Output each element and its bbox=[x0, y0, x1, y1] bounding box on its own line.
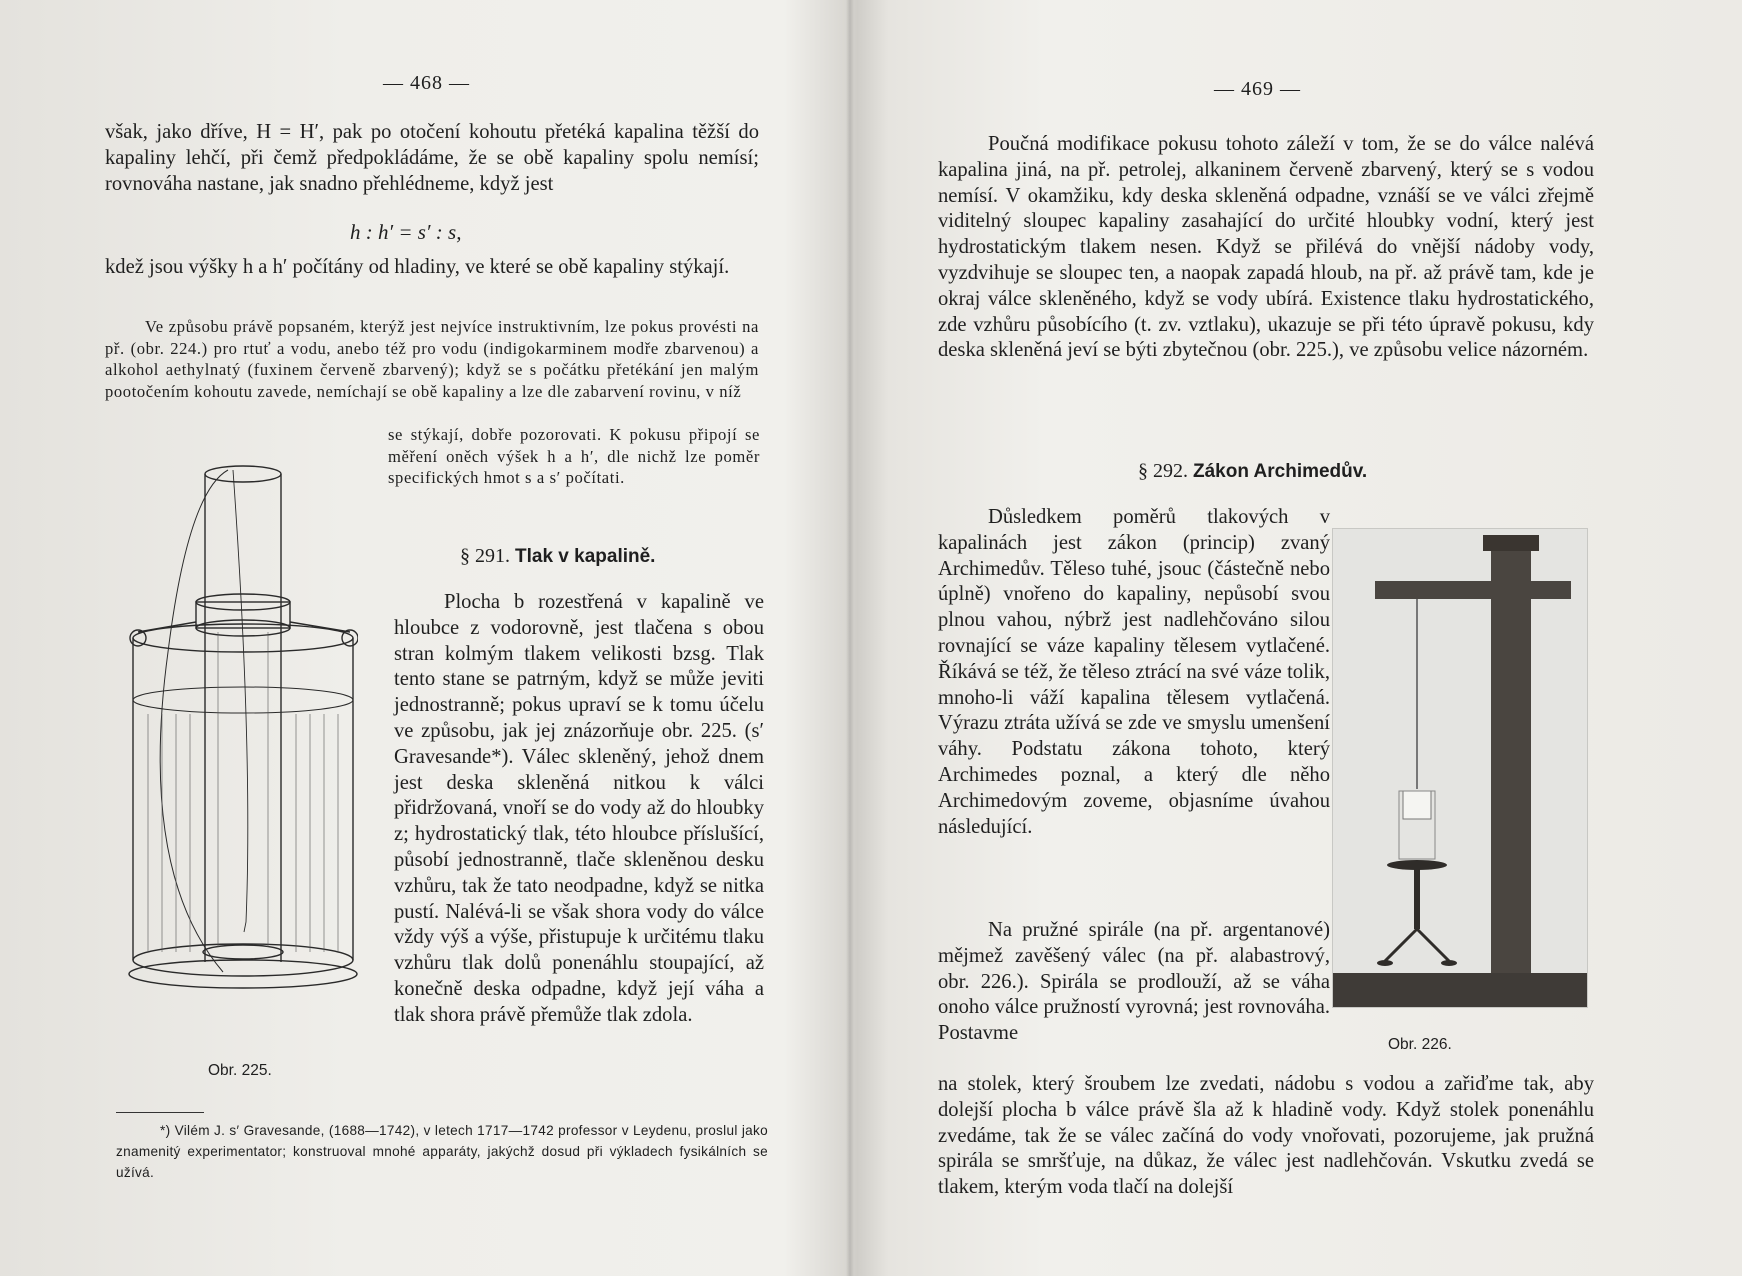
page-number: — 469 — bbox=[1214, 78, 1301, 100]
footnote-rule bbox=[116, 1112, 204, 1113]
figure-archimedes-photo bbox=[1332, 528, 1588, 1008]
paragraph: Na pružné spirále (na př. argentanové) mějmež zavěšený válec (na př. alabastrový, obr. 226.). Spirála se prodlouží, až se váha onoho válce pružností vyrovná; jest rovnováha. Postavme bbox=[938, 919, 1330, 1045]
right-page bbox=[850, 0, 1742, 1276]
figure-caption: Obr. 226. bbox=[1388, 1036, 1452, 1053]
small-paragraph: se stýkají, dobře pozorovati. K pokusu připojí se měření oněch výšek h a h′, dle nichž lze poměr specifických hmot s a s′ počítati. bbox=[388, 425, 760, 487]
section-heading-291 bbox=[460, 545, 655, 568]
section-number: § 292. bbox=[1138, 460, 1188, 482]
footnote: *) Vilém J. s′ Gravesande, (1688—1742), v letech 1717—1742 professor v Leydenu, proslul jako znamenitý experimentator; konstruoval mnohé apparáty, jakýchž dosud při výkladech fysikálních se užívá. bbox=[116, 1123, 768, 1180]
figure-cylinder-apparatus bbox=[128, 452, 358, 992]
paragraph: Důsledkem poměrů tlakových v kapalinách jest zákon (princip) zvaný Archimedův. Těleso tuhé, jsouc (částečně nebo úplně) vnořeno do kapaliny, nepůsobí svou plnou vahou, nýbrž jest nadlehčováno silou rovnající se váze kapaliny tělesem vytlačené. Říkává se též, že těleso ztrácí na své váze tolik, mnoho-li váží kapalina tělesem vytlačená. Výrazu ztráta užívá se zde ve smyslu umenšení váhy. Podstatu zákona tohoto, který Archimedes poznal, a který dle něho Archimedovým zoveme, objasníme úvahou následující. bbox=[938, 506, 1330, 838]
archimedes-apparatus-illustration bbox=[1333, 529, 1587, 1007]
formula: h : h′ = s′ : s, bbox=[350, 220, 462, 244]
page-number: — 468 — bbox=[383, 72, 470, 94]
paragraph: kdež jsou výšky h a h′ počítány od hladiny, ve které se obě kapaliny stýkají. bbox=[105, 256, 730, 278]
small-paragraph: Ve způsobu právě popsaném, kterýž jest nejvíce instruktivním, lze pokus provésti na př. (obr. 224.) pro rtuť a vodu, anebo též pro vodu (indigokarminem modře zbarvenou) a alkohol aethylnatý (fuxinem červeně zbarvený); když se s počátku přetékání jen malým pootočením kohoutu zavede, nemíchají se obě kapaliny a lze dle zabarvení rovinu, v níž bbox=[105, 317, 759, 401]
section-number: § 291. bbox=[460, 545, 510, 567]
left-page bbox=[0, 0, 850, 1276]
section-heading-292 bbox=[1138, 460, 1367, 483]
paragraph: na stolek, který šroubem lze zvedati, nádobu s vodou a zařiďme tak, aby dolejší plocha b válce právě šla až k hladině vody. Když stolek ponenáhlu zvedáme, tak že se válec začíná do vody vnořovati, pozorujeme, jak pružná spirála se smršťuje, na důkaz, že válec jest nadlehčován. Vskutku zvedá se tlakem, kterým voda tlačí na dolejší bbox=[938, 1073, 1594, 1199]
paragraph: Poučná modifikace pokusu tohoto záleží v tom, že se do válce nalévá kapalina jiná, na př. petrolej, alkaninem červeně zbarvený, který se s vodou nemísí. V okamžiku, kdy deska skleněná odpadne, vznáší se ve válci zřejmě viditelný sloupec kapaliny zasahající do určité hloubky vodní, který jest hydrostatickým tlakem nesen. Když se přilévá do vnější nádoby vody, vyzdvihuje se sloupec ten, a naopak zapadá hloub, na př. až právě tam, kde je okraj válce skleněného, když se vody ubírá. Existence tlaku hydrostatického, zde vzhůru působícího (t. zv. vztlaku), ukazuje se při této úpravě pokusu, kdy deska skleněná jeví se býti zbytečnou (obr. 225.), ve způsobu velice názorném. bbox=[938, 133, 1594, 362]
paragraph: však, jako dříve, H = H′, pak po otočení kohoutu přetéká kapalina těžší do kapaliny lehčí, při čemž předpokládáme, že se obě kapaliny spolu nemísí; rovnováha nastane, jak snadno přehlédneme, když jest bbox=[105, 121, 759, 195]
section-title: Tlak v kapalině. bbox=[515, 546, 656, 567]
figure-caption: Obr. 225. bbox=[208, 1062, 272, 1079]
section-title: Zákon Archimedův. bbox=[1193, 461, 1368, 482]
paragraph: Plocha b rozestřená v kapalině ve hloubce z vodorovně, jest tlačena s obou stran kolmým tlakem velikosti bzsg. Tlak tento stane se patrným, když se může jeviti jednostranně; pokus upraví se k tomu účelu ve způsobu, jak jej znázorňuje obr. 225. (s′ Gravesande*). Válec skleněný, jehož dnem jest deska skleněná nitkou k válci přidržovaná, vnoří se do vody až do hloubky z; hydrostatický tlak, této hloubce příslušící, působí jednostranně, tlače skleněnou desku vzhůru, tak že tato neodpadne, když se nitka pustí. Nalévá-li se však shora vody do válce vždy výš a výše, přistupuje k určitému tlaku vzhůru tlak dolů ponenáhlu stoupající, až konečně deska odpadne, když její váha a tlak shora právě přemůže tlak zdola. bbox=[394, 591, 764, 1026]
